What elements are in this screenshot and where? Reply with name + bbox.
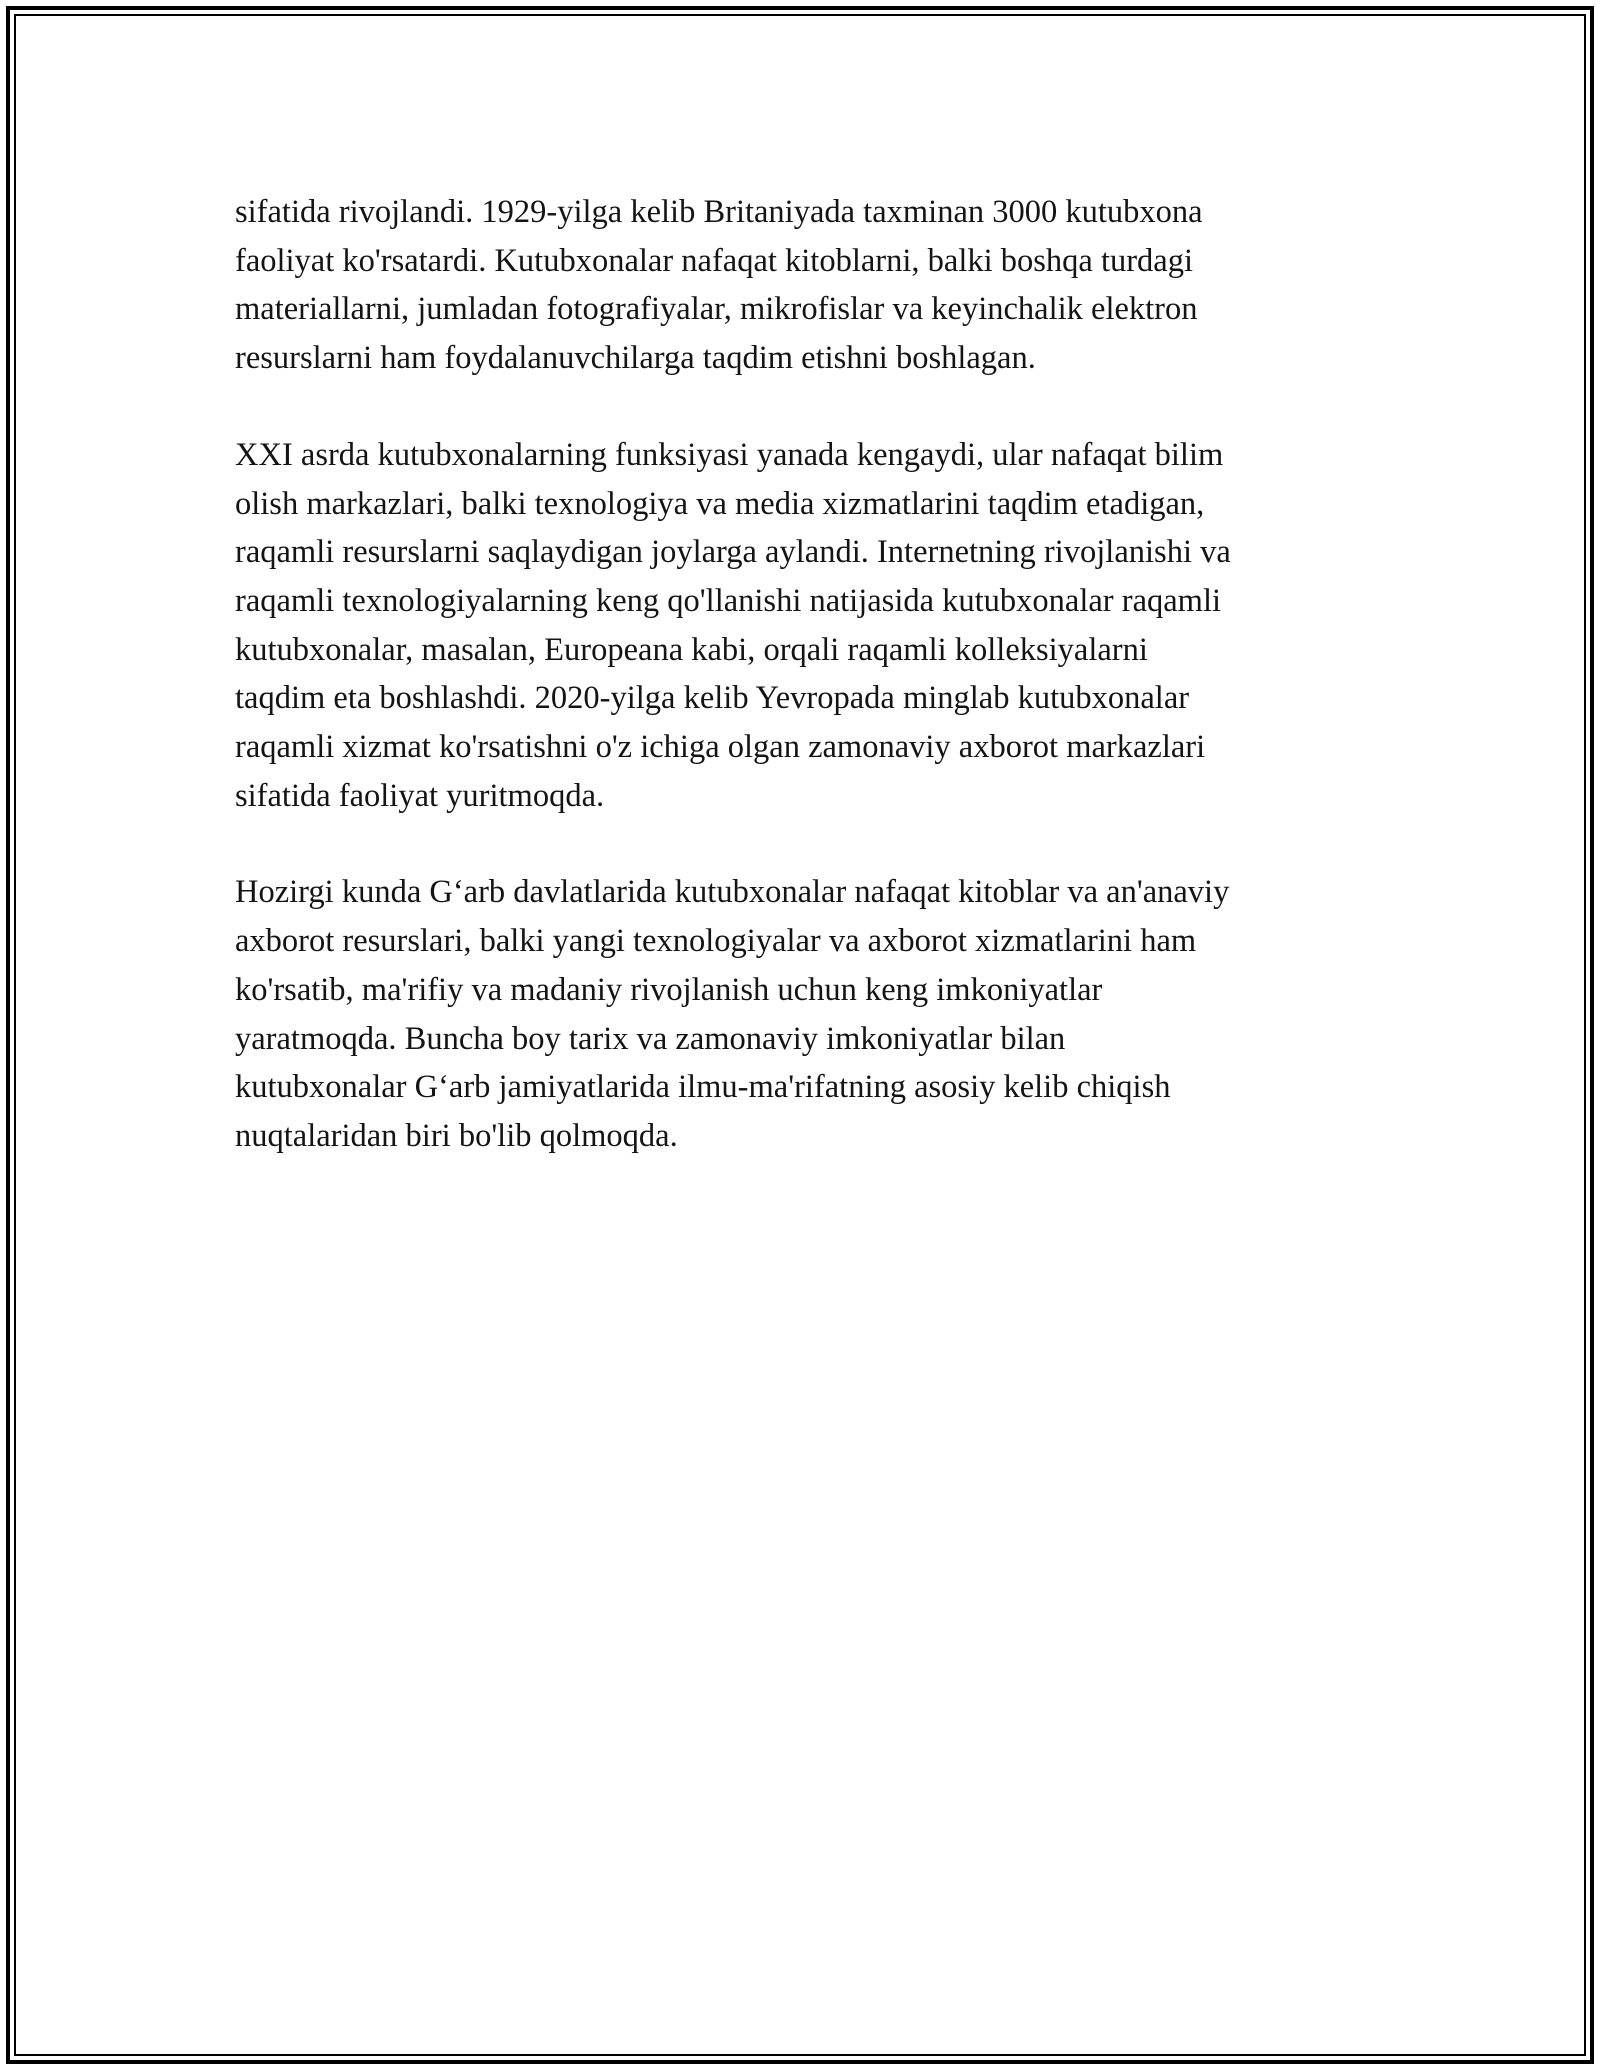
text-line: Hozirgi kunda G‘arb davlatlarida kutubxonalar nafaqat kitoblar va an'anaviy [235, 874, 1230, 911]
text-line: XXI asrda kutubxonalarning funksiyasi yanada kengaydi, ular nafaqat bilim [235, 436, 1224, 473]
text-line: sifatida faoliyat yuritmoqda. [235, 777, 605, 814]
text-line: nuqtalaridan biri bo'lib qolmoqda. [235, 1117, 678, 1154]
text-line: raqamli resurslarni saqlaydigan joylarga aylandi. Internetning rivojlanishi va [235, 534, 1231, 571]
document-body [235, 188, 1395, 1209]
paragraph-1 [235, 188, 1395, 383]
text-line: kutubxonalar, masalan, Europeana kabi, orqali raqamli kolleksiyalarni [235, 631, 1148, 668]
text-line: faoliyat ko'rsatardi. Kutubxonalar nafaqat kitoblarni, balki boshqa turdagi [235, 242, 1194, 279]
paragraph-3 [235, 868, 1395, 1160]
text-line: resurslarni ham foydalanuvchilarga taqdim etishni boshlagan. [235, 340, 1036, 377]
text-line: yaratmoqda. Buncha boy tarix va zamonaviy imkoniyatlar bilan [235, 1020, 1066, 1057]
text-line: raqamli texnologiyalarning keng qo'llanishi natijasida kutubxonalar raqamli [235, 582, 1222, 619]
text-line: raqamli xizmat ko'rsatishni o'z ichiga olgan zamonaviy axborot markazlari [235, 729, 1206, 766]
text-line: ko'rsatib, ma'rifiy va madaniy rivojlanish uchun keng imkoniyatlar [235, 971, 1103, 1008]
text-line: olish markazlari, balki texnologiya va media xizmatlarini taqdim etadigan, [235, 485, 1205, 522]
text-line: axborot resurslari, balki yangi texnologiyalar va axborot xizmatlarini ham [235, 923, 1197, 960]
text-line: taqdim eta boshlashdi. 2020-yilga kelib Yevropada minglab kutubxonalar [235, 680, 1190, 717]
text-line: sifatida rivojlandi. 1929-yilga kelib Britaniyada taxminan 3000 kutubxona [235, 194, 1203, 230]
text-line: materiallarni, jumladan fotografiyalar, mikrofislar va keyinchalik elektron [235, 291, 1198, 328]
paragraph-2 [235, 431, 1395, 821]
text-line: kutubxonalar G‘arb jamiyatlarida ilmu-ma'rifatning asosiy kelib chiqish [235, 1069, 1171, 1106]
